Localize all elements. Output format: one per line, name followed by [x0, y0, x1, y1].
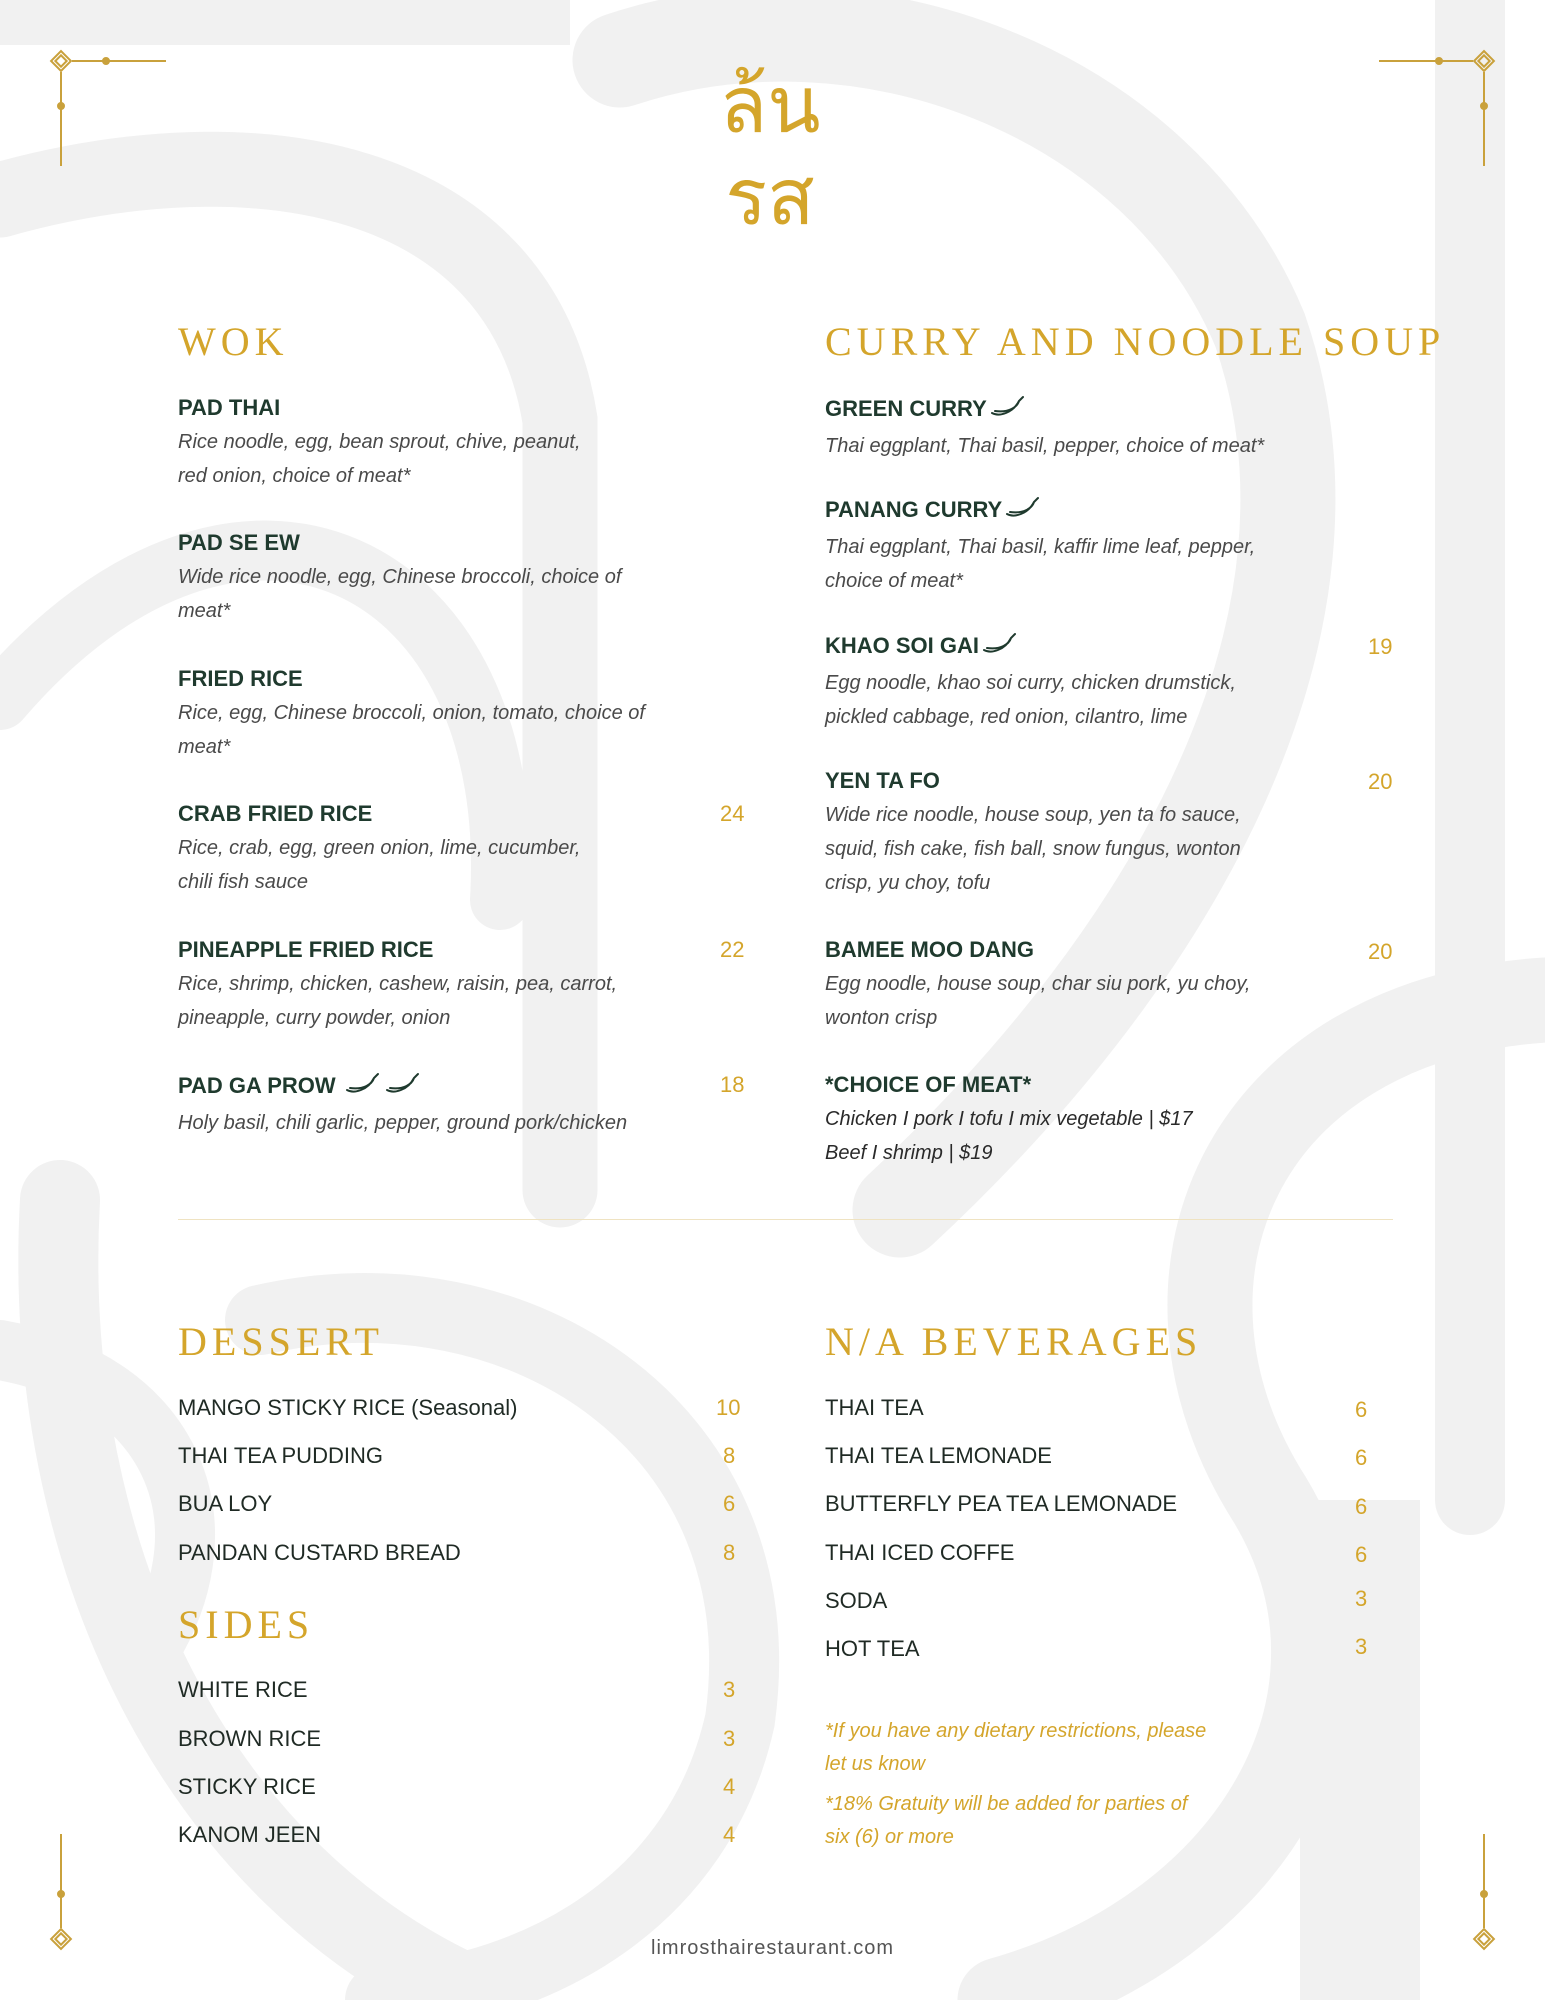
chili-pepper-icon [989, 393, 1027, 427]
item-description [178, 560, 621, 628]
item-description-line: meat* [178, 600, 231, 622]
item-description-line: Wide rice noodle, house soup, yen ta fo sauce, [825, 804, 1241, 826]
website-url[interactable]: limrosthairestaurant.com [651, 1937, 894, 1959]
item-description-line: Wide rice noodle, egg, Chinese broccoli, choice of [178, 566, 622, 588]
item-name: KHAO SOI GAI [825, 632, 980, 658]
section-title-dessert: DESSERT [178, 1319, 384, 1364]
item-description-line: chili fish sauce [178, 871, 309, 893]
item-description-line: Rice noodle, egg, bean sprout, chive, peanut, [178, 431, 581, 453]
chili-pepper-icon [384, 1070, 422, 1104]
menu-item-pad-se-ew [178, 528, 621, 628]
beverage-item-name: THAI ICED COFFE [825, 1540, 1015, 1565]
item-name: PANANG CURRY [825, 496, 1003, 522]
item-name: PAD GA PROW [178, 1072, 336, 1098]
item-name: PAD SE EW [178, 530, 300, 555]
item-price: 20 [1368, 769, 1393, 794]
item-description-line: Rice, crab, egg, green onion, lime, cucumber, [178, 837, 581, 859]
side-item-name: BROWN RICE [178, 1726, 321, 1751]
beverage-item-price: 6 [1355, 1542, 1368, 1567]
item-description-line: Thai eggplant, Thai basil, pepper, choice of meat* [825, 435, 1265, 457]
menu-item-pad-thai [178, 393, 581, 493]
item-description-line: red onion, choice of meat* [178, 465, 411, 487]
item-name: BAMEE MOO DANG [825, 937, 1034, 962]
corner-ornament-icon [48, 48, 178, 178]
dessert-item-price: 10 [716, 1395, 741, 1420]
item-description-line: pineapple, curry powder, onion [178, 1007, 451, 1029]
section-divider [178, 1219, 1393, 1220]
chili-pepper-icon [981, 630, 1019, 664]
beverage-item-price: 6 [1355, 1445, 1368, 1470]
dessert-item-name: THAI TEA PUDDING [178, 1443, 383, 1468]
side-item-name: STICKY RICE [178, 1774, 316, 1799]
side-item-name: KANOM JEEN [178, 1822, 322, 1847]
menu-item-pad-ga-prow [178, 1070, 627, 1140]
item-price: 19 [1368, 634, 1393, 659]
note-line: *18% Gratuity will be added for parties of [825, 1793, 1188, 1815]
item-price: 22 [720, 937, 745, 962]
item-price: 18 [720, 1072, 745, 1097]
section-title-wok: WOK [178, 319, 289, 364]
beverage-item-name: HOT TEA [825, 1636, 920, 1661]
item-name: YEN TA FO [825, 768, 940, 793]
item-description-line: Chicken I pork I tofu I mix vegetable | $17 [825, 1108, 1193, 1130]
item-price: 20 [1368, 939, 1393, 964]
menu-item-fried-rice [178, 664, 645, 764]
beverage-item-name: BUTTERFLY PEA TEA LEMONADE [825, 1491, 1178, 1516]
note-line: *If you have any dietary restrictions, please [825, 1720, 1207, 1742]
section-title-beverages: N/A BEVERAGES [825, 1319, 1203, 1364]
beverage-item-price: 6 [1355, 1494, 1368, 1519]
item-name: *CHOICE OF MEAT* [825, 1072, 1032, 1097]
beverage-item-name: THAI TEA LEMONADE [825, 1443, 1052, 1468]
chili-pepper-icon [344, 1070, 382, 1104]
beverage-item-price: 3 [1355, 1586, 1368, 1611]
item-name-row [178, 1070, 627, 1104]
note-line: six (6) or more [825, 1826, 954, 1848]
item-description-line: squid, fish cake, fish ball, snow fungus, wonton [825, 838, 1241, 860]
item-description [178, 831, 580, 899]
beverage-item-name: SODA [825, 1588, 888, 1613]
section-title-sides: SIDES [178, 1602, 315, 1647]
item-description-line: pickled cabbage, red onion, cilantro, lime [825, 706, 1188, 728]
item-name: PAD THAI [178, 395, 281, 420]
corner-ornament-icon [1367, 1822, 1497, 1952]
beverage-item-price: 6 [1355, 1397, 1368, 1422]
dessert-item-name: PANDAN CUSTARD BREAD [178, 1540, 461, 1565]
beverage-item-name: THAI TEA [825, 1395, 924, 1420]
item-name-row [825, 630, 1236, 664]
chili-pepper-icon [1004, 494, 1042, 528]
item-description [825, 666, 1236, 734]
gratuity-note [825, 1788, 1295, 1854]
menu-item-pineapple-fried-rice [178, 935, 617, 1035]
item-name: PINEAPPLE FRIED RICE [178, 937, 434, 962]
item-description [178, 425, 581, 493]
menu-item-crab-fried-rice [178, 799, 580, 899]
item-description-line: meat* [178, 736, 231, 758]
item-description-line: Holy basil, chili garlic, pepper, ground pork/chicken [178, 1112, 628, 1134]
item-description-line: Egg noodle, khao soi curry, chicken drumstick, [825, 672, 1236, 694]
item-description-line: Thai eggplant, Thai basil, kaffir lime leaf, pepper, [825, 536, 1256, 558]
dessert-item-name: BUA LOY [178, 1491, 273, 1516]
item-description [825, 1102, 1193, 1170]
dessert-item-price: 8 [723, 1443, 736, 1468]
item-description-line: Rice, shrimp, chicken, cashew, raisin, pea, carrot, [178, 973, 618, 995]
side-item-price: 4 [723, 1822, 736, 1847]
side-item-price: 4 [723, 1774, 736, 1799]
item-description [825, 967, 1250, 1035]
item-description [825, 530, 1255, 598]
dessert-item-price: 8 [723, 1540, 736, 1565]
menu-item-green-curry [825, 393, 1264, 463]
item-description-line: Rice, egg, Chinese broccoli, onion, tomato, choice of [178, 702, 645, 724]
side-item-price: 3 [723, 1677, 736, 1702]
menu-item-panang-curry [825, 494, 1255, 598]
item-description [825, 429, 1264, 463]
menu-item-yen-ta-fo [825, 766, 1241, 900]
menu-item-khao-soi-gai [825, 630, 1236, 734]
corner-ornament-icon [1367, 48, 1497, 178]
item-description-line: Beef I shrimp | $19 [825, 1142, 993, 1164]
item-description-line: choice of meat* [825, 570, 963, 592]
item-description [178, 1106, 627, 1140]
item-description [178, 696, 645, 764]
logo-thai-lettering: ล้นรส [719, 61, 821, 243]
side-item-price: 3 [723, 1726, 736, 1751]
corner-ornament-icon [48, 1822, 178, 1952]
beverage-item-price: 3 [1355, 1634, 1368, 1659]
item-name: GREEN CURRY [825, 395, 987, 421]
item-price: 24 [720, 801, 745, 826]
menu-item-bamee-moo-dang [825, 935, 1250, 1035]
restaurant-logo [700, 60, 840, 260]
item-description [178, 967, 617, 1035]
choice-of-meat-note [825, 1070, 1193, 1170]
item-description-line: wonton crisp [825, 1007, 938, 1029]
dessert-item-price: 6 [723, 1491, 736, 1516]
side-item-name: WHITE RICE [178, 1677, 308, 1702]
item-description-line: Egg noodle, house soup, char siu pork, yu choy, [825, 973, 1251, 995]
item-name: FRIED RICE [178, 666, 303, 691]
note-line: let us know [825, 1753, 926, 1775]
section-title-curry-and-noodle-soup: CURRY AND NOODLE SOUP [825, 319, 1446, 364]
item-name-row [825, 393, 1264, 427]
item-description [825, 798, 1241, 900]
dietary-restrictions-note [825, 1715, 1295, 1781]
item-name: CRAB FRIED RICE [178, 801, 373, 826]
item-description-line: crisp, yu choy, tofu [825, 872, 991, 894]
dessert-item-name: MANGO STICKY RICE (Seasonal) [178, 1395, 518, 1420]
item-name-row [825, 494, 1255, 528]
